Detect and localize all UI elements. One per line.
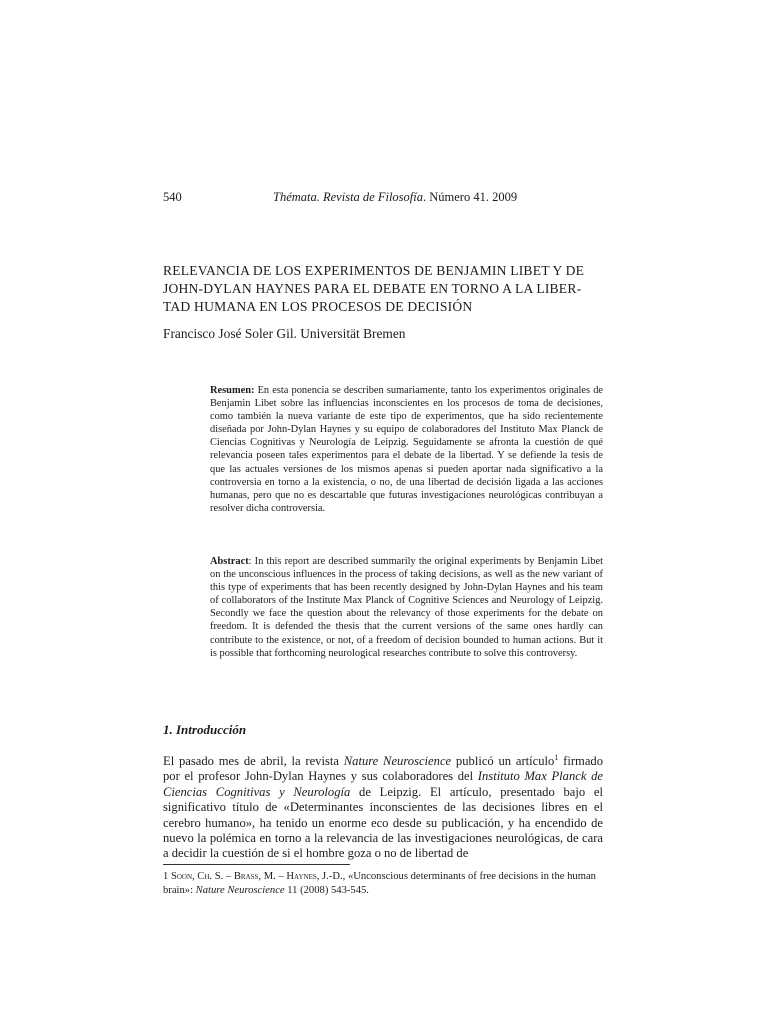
- abstract-label: Abstract: [210, 556, 249, 567]
- section-heading: 1. Introducción: [163, 722, 247, 737]
- body-text-run: firmado por el profesor John-Dylan Haynes y sus colaboradores del: [163, 754, 603, 784]
- body-text-run: de Leipzig. El artículo, presentado bajo el significativo título de «Determinantes inconscientes de las decisiones libres en el cerebro humano», ha tenido un enorme eco desde su publicación, y ha encendido de nuevo la polémica en torno a la relevancia de las investigaciones neurológicas, de cara a decidir la cuestión de si el hombre goza o no de libertad de: [163, 784, 603, 861]
- abstract-block: [210, 555, 603, 660]
- resumen-label: Resumen:: [210, 385, 255, 396]
- page-number: 540: [163, 190, 182, 204]
- resumen-text: En esta ponencia se describen sumariamente, tanto los experimentos originales de Benjamin Libet sobre las influencias inconscientes en los procesos de toma de decisiones, como también la nueva variante de este tipo de experimentos, que ha sido recientemente diseñada por John-Dylan Haynes y su equipo de colaboradores del Instituto Max Planck de Ciencias Cognitivas y Neurología de Leipzig. Seguidamente se afronta la cuestión de qué relevancia poseen tales experimentos para el debate de la libertad. Y se defiende la tesis de que las actuales versiones de los mismos apenas si pueden aportar nada significativo a la controversia en torno a la existencia, o no, de una libertad de decisión ligada a las acciones humanas, pero que no es descartable que futuras investigaciones neurológicas contribuyan a resolver dicha controversia.: [210, 385, 603, 514]
- journal-name: Thémata. Revista de Filosofía: [273, 190, 423, 204]
- footnote-journal: Nature Neuroscience: [195, 885, 285, 896]
- body-journal-name: Nature Neuroscience: [343, 754, 452, 768]
- footnote-title: , «Unconscious determinants of free decisions in the human brain»:: [163, 871, 596, 896]
- abstract-text: : In this report are described summarily the original experiments by Benjamin Libet on the unconscious influences in the process of taking decisions, as well as the new variant of this type of experiments that has been recently designed by John-Dylan Haynes and his team of collaborators of the Institute Max Planck of Cognitive Sciences and Neurology of Leipzig. Secondly we face the question about the relevancy of those experiments for the debate on freedom. It is defended the thesis that the current versions of the same ones hardly can contribute to the existence, or not, of a freedom of decision bounded to human actions. But it is possible that forthcoming neurological researches contribute to solve this controversy.: [210, 556, 603, 659]
- footnote-reference[interactable]: 1: [554, 752, 559, 762]
- footnote-1: [163, 870, 603, 898]
- footnote-reference-details: 11 (2008) 543-545.: [284, 885, 369, 896]
- body-paragraph: [163, 754, 603, 862]
- footnote-authors: Soon, Ch. S. – Brass, M. – Haynes, J.-D.: [170, 871, 343, 882]
- footnote-number: 1: [163, 871, 171, 882]
- running-header: [163, 190, 603, 205]
- issue-info: . Número 41. 2009: [422, 190, 518, 204]
- article-title: RELEVANCIA DE LOS EXPERIMENTOS DE BENJAMIN LIBET Y DE JOHN-DYLAN HAYNES PARA EL DEBATE EN TORNO A LA LIBER-TAD HUMANA EN LOS PROCESOS DE DECISIÓN: [163, 263, 585, 314]
- article-author: Francisco José Soler Gil. Universität Bremen: [163, 326, 406, 341]
- footnote-divider: [163, 864, 350, 865]
- body-text-run: El pasado mes de abril, la revista: [163, 754, 344, 768]
- body-text-run: publicó un artículo: [451, 754, 555, 768]
- resumen-block: [210, 384, 603, 515]
- journal-citation: [273, 190, 603, 205]
- body-institute-name: Instituto Max Planck de Ciencias Cognitivas y Neurología: [163, 769, 604, 799]
